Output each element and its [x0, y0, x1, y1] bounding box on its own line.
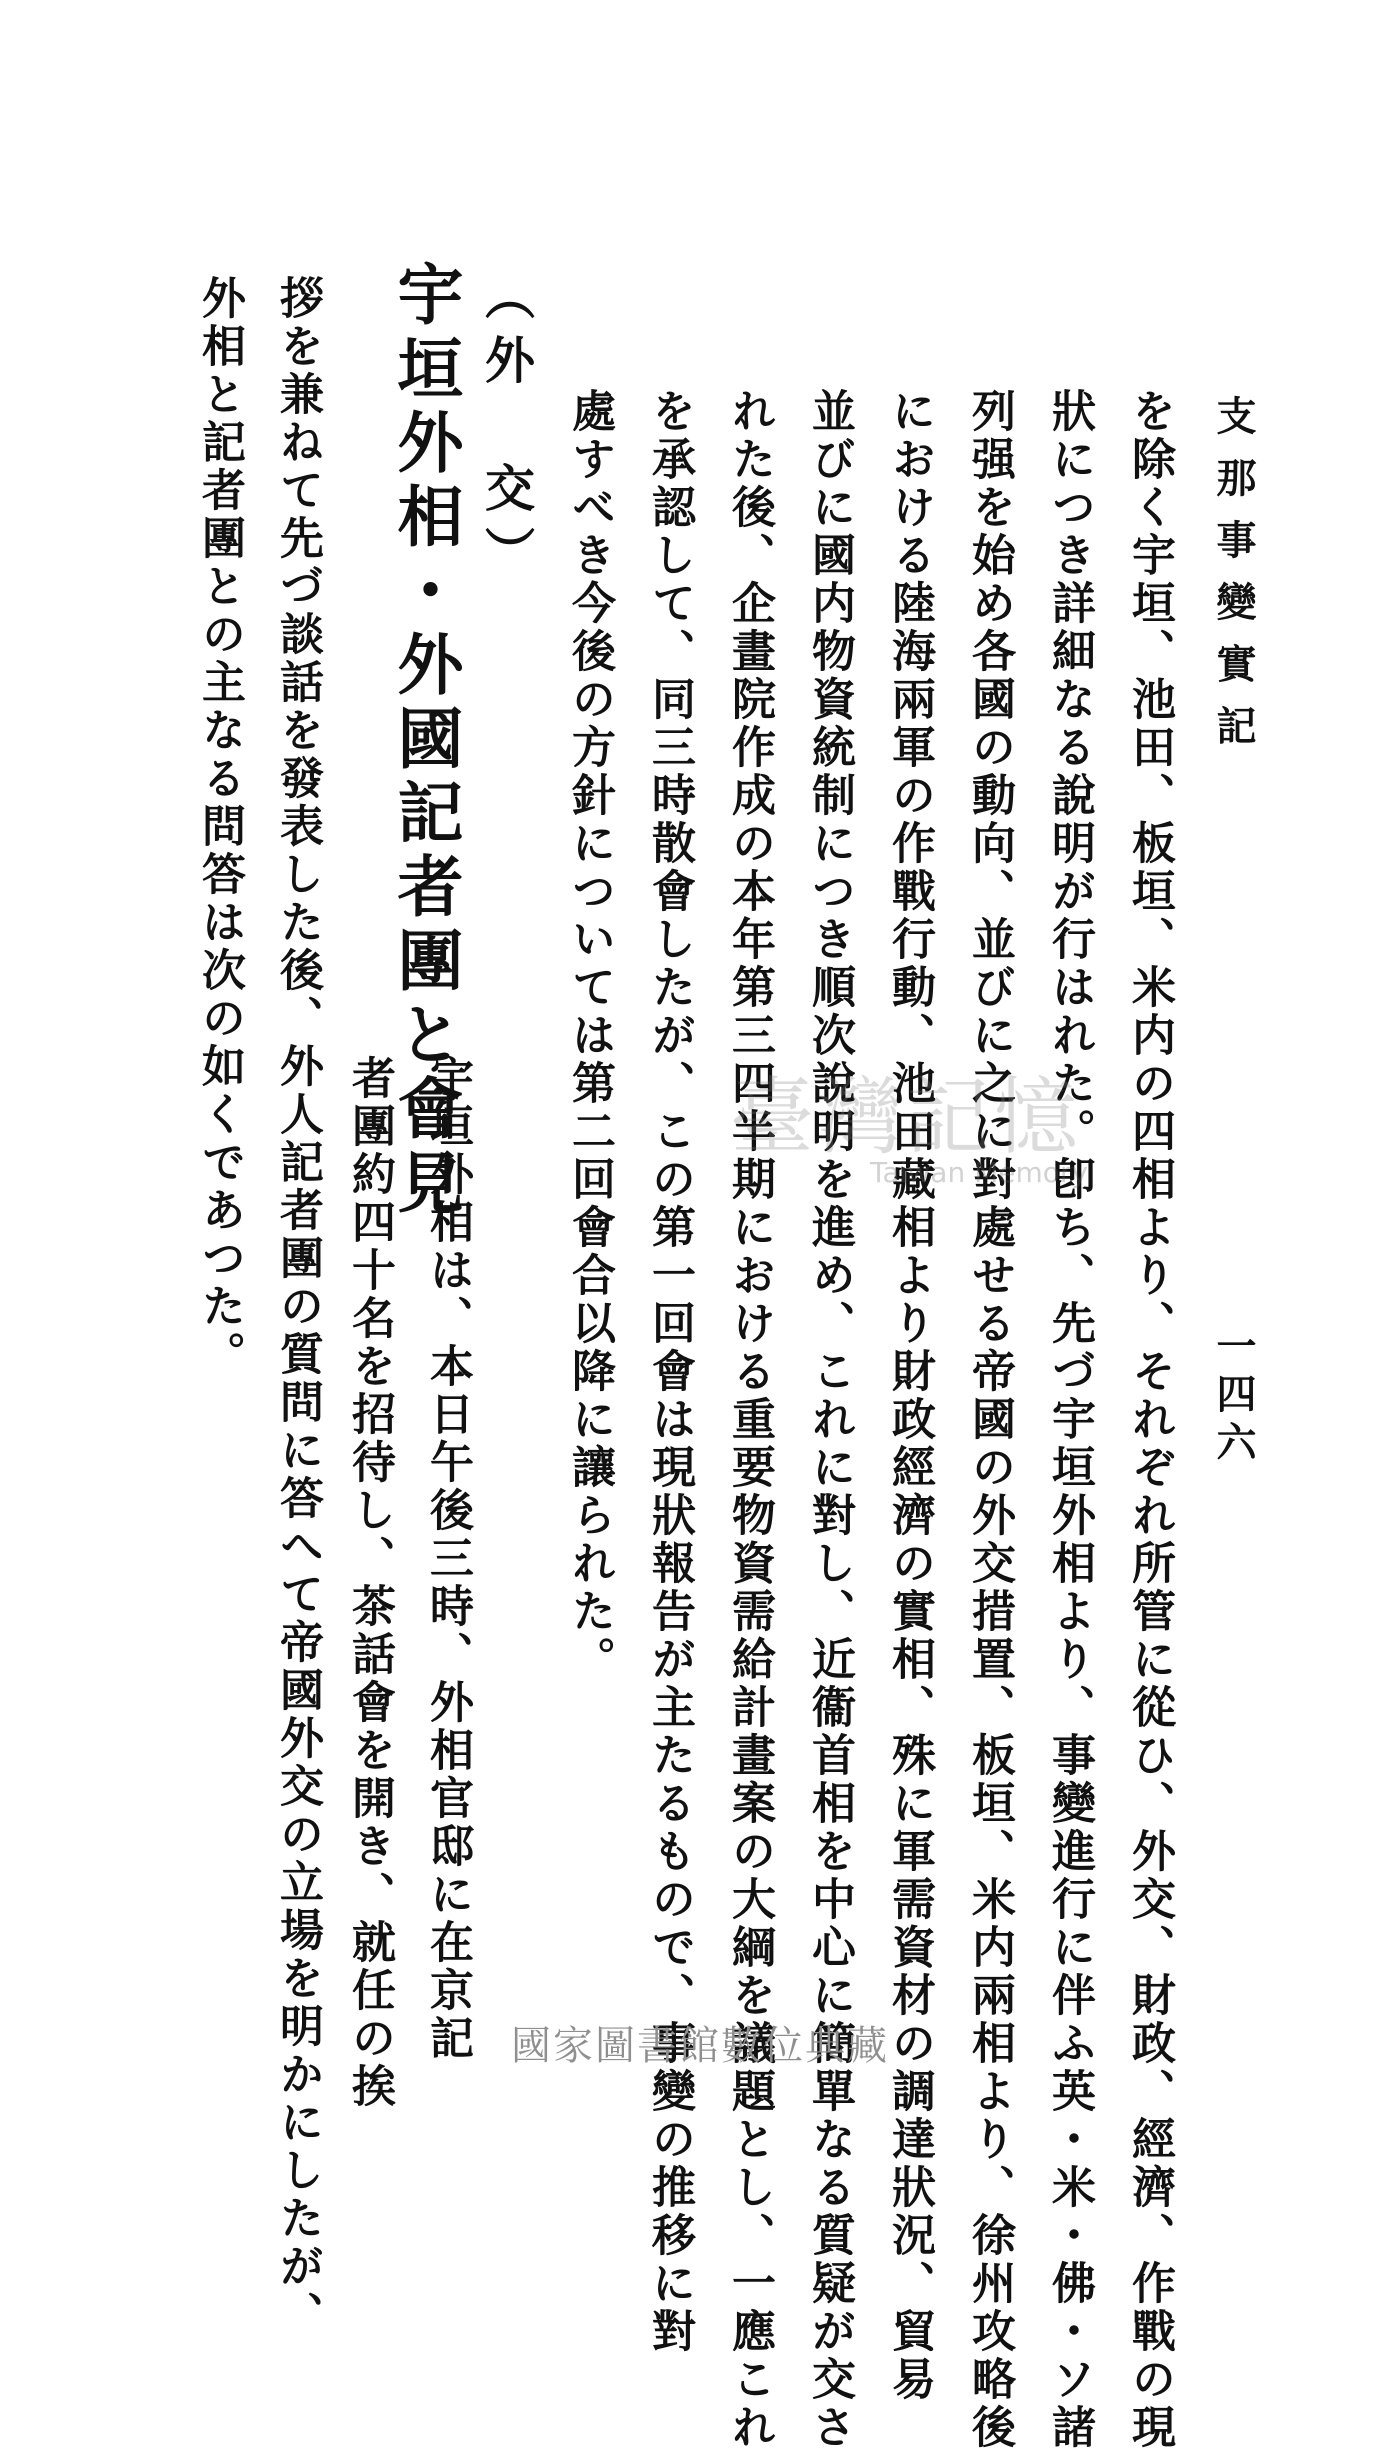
article-heading: 宇垣外相・外國記者團と會見	[386, 260, 464, 1222]
watermark-subtext: Taiwan Memory	[870, 1156, 1088, 1189]
watermark-text: 臺灣記憶	[730, 1068, 1083, 1166]
text-column: 列强を始め各國の動向、並びに之に對處せる帝國の外交措置、板垣、米内兩相より、徐州攻略後	[964, 388, 1015, 2452]
text-column: 者團約四十名を招待し、茶話會を開き、就任の挨	[344, 1055, 395, 2111]
text-column: 狀につき詳細なる說明が行はれた。卽ち、先づ宇垣外相より、事變進行に伴ふ英・米・佛・ソ諸	[1044, 388, 1095, 2452]
page-number: 一四六	[1210, 1325, 1257, 1469]
text-column: における陸海兩軍の作戰行動、池田藏相より財政經濟の實相、殊に軍需資材の調達狀況、貿易	[884, 388, 935, 2404]
text-column: 拶を兼ねて先づ談話を發表した後、外人記者團の質問に答へて帝國外交の立場を明かにしたが、	[272, 275, 323, 2339]
footer-credit: 國家圖書館數位典藏	[511, 2023, 889, 2069]
text-column: 處すべき今後の方針については第二回會合以降に讓られた。	[564, 388, 615, 1684]
text-column: れた後、企畫院作成の本年第三四半期における重要物資需給計畫案の大綱を議題とし、一應これ	[724, 388, 775, 2452]
section-label: （外 交）	[477, 270, 536, 590]
text-column: を除く宇垣、池田、板垣、米内の四相より、それぞれ所管に從ひ、外交、財政、經濟、作戰の現	[1124, 388, 1175, 2452]
text-column: 外相と記者團との主なる問答は次の如くであつた。	[194, 275, 245, 1379]
running-title: 支那事變實記	[1210, 395, 1257, 767]
text-column: 並びに國内物資統制につき順次說明を進め、これに對し、近衞首相を中心に簡單なる質疑が交さ	[804, 388, 855, 2452]
text-column: を承認して、同三時散會したが、この第一回會は現狀報告が主たるもので、事變の推移に對	[644, 388, 695, 2356]
text-column: 宇垣外相は、本日午後三時、外相官邸に在京記	[422, 1055, 473, 2063]
